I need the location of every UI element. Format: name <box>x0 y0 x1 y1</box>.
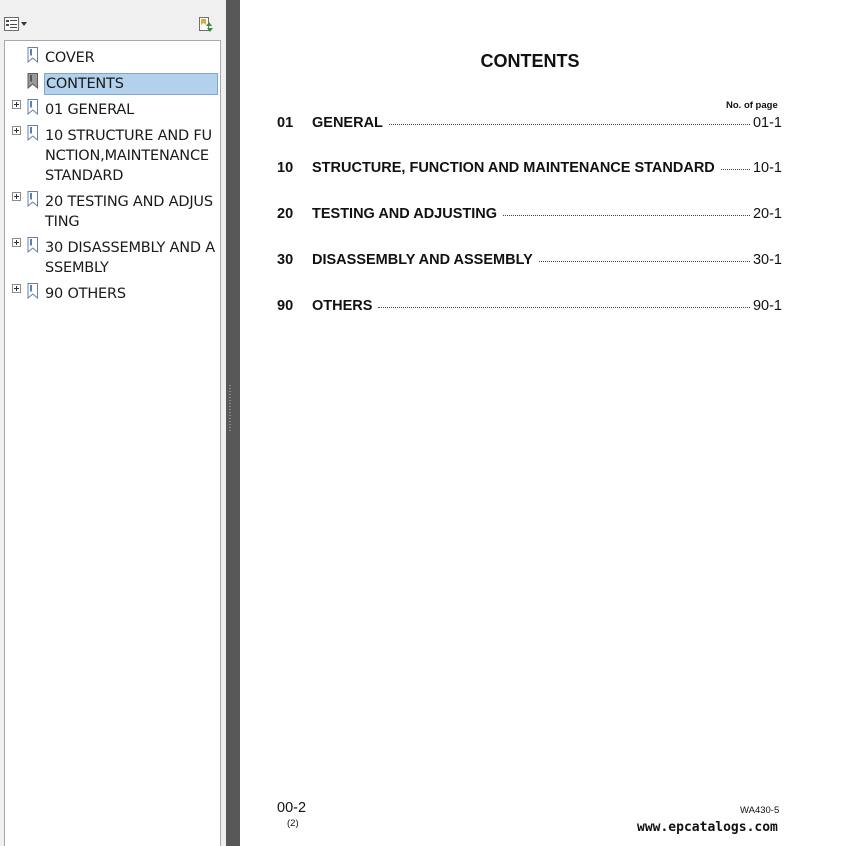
plus-expander-icon[interactable] <box>12 284 21 293</box>
bookmark-30-disassembly[interactable] <box>5 235 220 279</box>
bookmark-label: CONTENTS <box>44 73 218 95</box>
toc-number: 20 <box>277 206 294 222</box>
toc-title: OTHERS <box>312 298 373 314</box>
page-column-header: No. of page <box>726 100 778 111</box>
bookmark-01-general[interactable] <box>5 97 220 121</box>
plus-expander-icon[interactable] <box>12 126 21 135</box>
toc-page: 10-1 <box>752 160 782 176</box>
toc-number: 30 <box>277 252 294 268</box>
plus-expander-icon[interactable] <box>12 100 21 109</box>
bookmark-icon <box>27 99 39 115</box>
footer-page-number: 00-2 <box>277 800 307 816</box>
toc-title: STRUCTURE, FUNCTION AND MAINTENANCE STANDARD <box>312 160 715 176</box>
find-bookmark-icon[interactable] <box>197 16 215 34</box>
toc-page: 20-1 <box>752 206 782 222</box>
toc-entry[interactable] <box>277 206 782 226</box>
bookmark-label: COVER <box>45 50 95 66</box>
toc-entry[interactable] <box>277 115 782 135</box>
plus-expander-icon[interactable] <box>12 238 21 247</box>
bookmarks-toolbar <box>0 10 226 38</box>
toc-title: TESTING AND ADJUSTING <box>312 206 498 222</box>
bookmark-90-others[interactable] <box>5 281 220 305</box>
toc-leader <box>389 123 750 125</box>
toc-leader <box>721 168 750 170</box>
toc-leader <box>539 260 750 262</box>
bookmarks-pane <box>0 0 226 846</box>
toc-page: 90-1 <box>752 298 782 314</box>
bookmark-10-structure[interactable] <box>5 123 220 187</box>
pane-splitter[interactable] <box>226 0 240 846</box>
bookmark-20-testing[interactable] <box>5 189 220 233</box>
bookmark-tree <box>4 40 221 846</box>
bookmark-label: 01 GENERAL <box>45 102 134 118</box>
bookmark-icon <box>27 125 39 141</box>
toc-entry[interactable] <box>277 298 782 318</box>
bookmark-icon <box>27 237 39 253</box>
toc-leader <box>503 214 750 216</box>
footer-model: WA430-5 <box>740 805 780 816</box>
bookmark-label: 20 TESTING AND ADJUSTING <box>45 194 213 230</box>
bookmark-cover[interactable] <box>5 45 220 69</box>
bookmark-label: 30 DISASSEMBLY AND ASSEMBLY <box>45 240 216 276</box>
toc-title: DISASSEMBLY AND ASSEMBLY <box>312 252 533 268</box>
toc-number: 90 <box>277 298 294 314</box>
toc-title: GENERAL <box>312 115 383 131</box>
toc-entry[interactable] <box>277 160 782 180</box>
bookmark-icon <box>27 47 39 63</box>
page-title: CONTENTS <box>480 51 580 71</box>
toc-page: 30-1 <box>752 252 782 268</box>
bookmark-icon <box>27 73 39 89</box>
bookmark-icon <box>27 283 39 299</box>
bookmark-label: 10 STRUCTURE AND FUNCTION,MAINTENANCE STANDARD <box>45 128 212 184</box>
toc-entry[interactable] <box>277 252 782 272</box>
splitter-grip[interactable] <box>229 385 231 431</box>
bookmark-options-icon[interactable] <box>4 17 30 31</box>
bookmark-label: 90 OTHERS <box>45 286 126 302</box>
toc-leader <box>378 306 750 308</box>
toc-number: 01 <box>277 115 294 131</box>
watermark: www.epcatalogs.com <box>637 820 778 835</box>
bookmark-contents[interactable] <box>5 71 220 95</box>
bookmark-icon <box>27 191 39 207</box>
toc-number: 10 <box>277 160 294 176</box>
toc-page: 01-1 <box>752 115 782 131</box>
document-page <box>240 0 849 846</box>
plus-expander-icon[interactable] <box>12 192 21 201</box>
footer-revision: (2) <box>287 818 299 829</box>
